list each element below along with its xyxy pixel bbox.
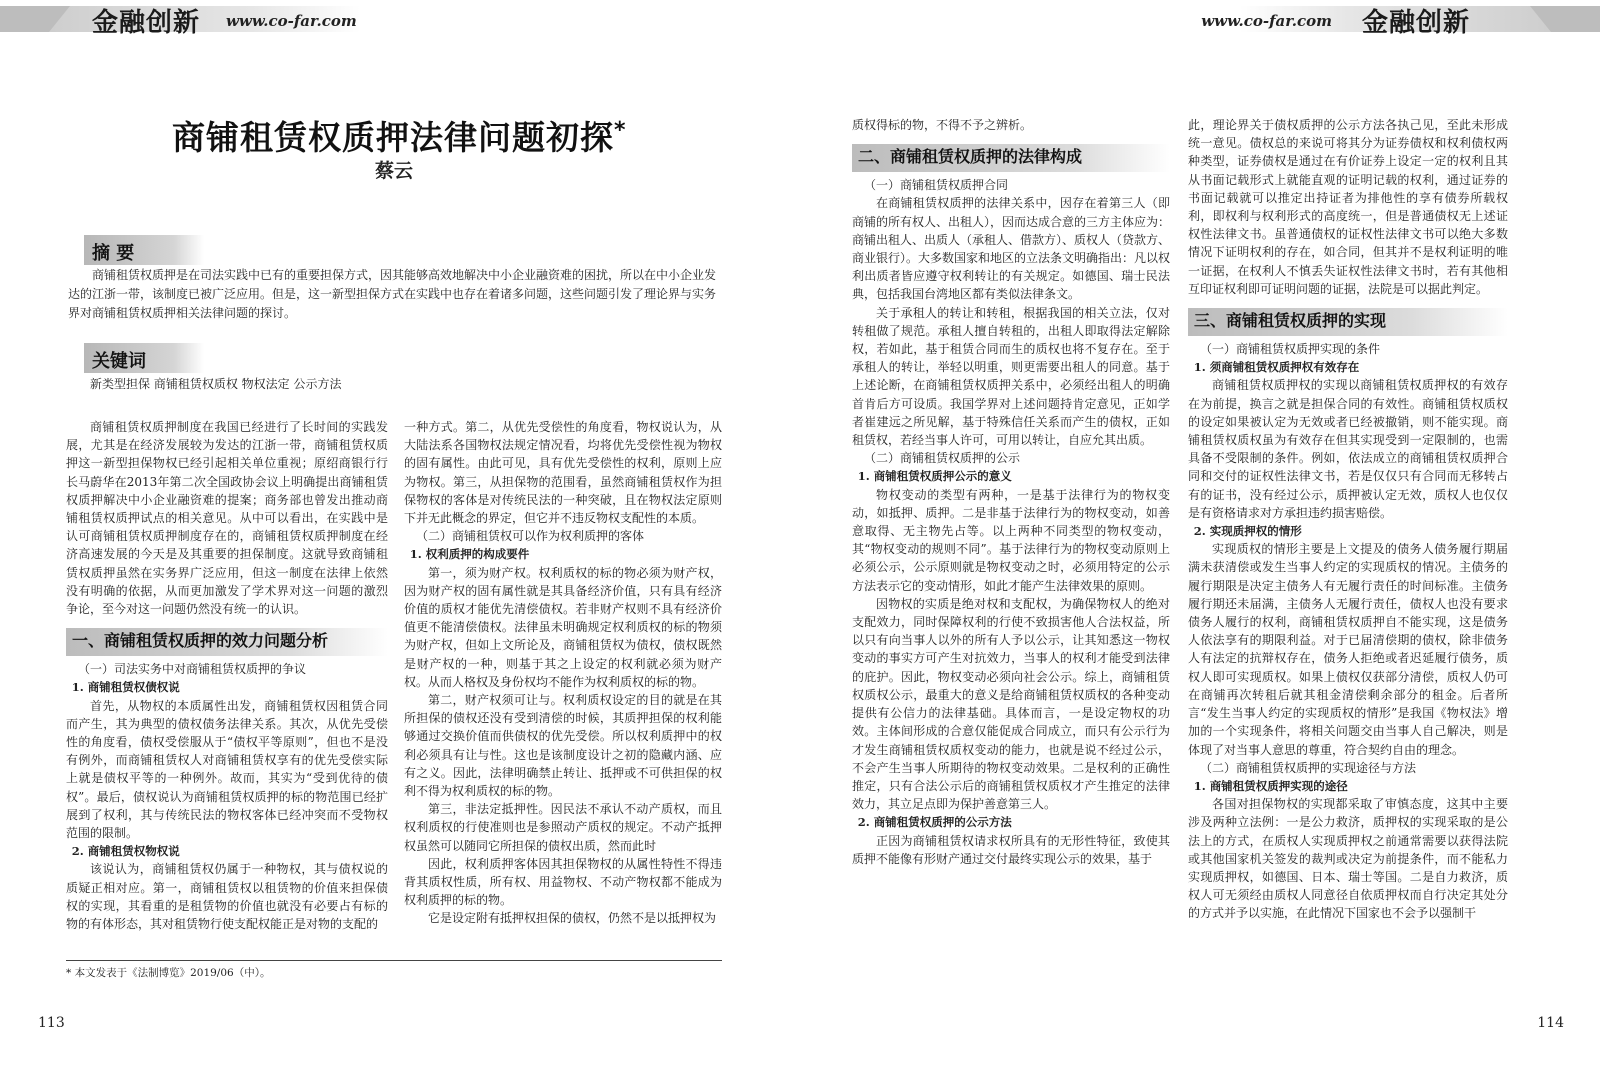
page-number-right: 114 bbox=[1537, 1015, 1564, 1031]
abstract-heading bbox=[84, 235, 204, 265]
subsubsection-heading: 2. 实现质押权的情形 bbox=[1193, 524, 1302, 539]
section-heading-2-text: 二、商铺租赁权质押的法律构成 bbox=[858, 147, 1083, 167]
paragraph: 第一，须为财产权。权利质权的标的物必须为财产权，因为财产权的固有属性就是其具备经济价值，只有具有经济价值的质权才能优先清偿债权。若非财产权则不具有经济价值更不能清偿债权。法律虽未明确规定权利质权的标的物须为财产权，但如上文所论及，商铺租赁权为债权，债权既然是财产权的一种，则基于其之上设定的权利就必须为财产权。从而人格权及身份权均不能作为权利质权的标的物。 bbox=[404, 565, 722, 689]
paragraph: 该说认为，商铺租赁权仍属于一种物权，其与债权说的质疑正相对应。第一，商铺租赁权以租赁物的价值来担保债权的实现，其看重的是租赁物的价值也就没有必要占有标的物的有体形态，其对租赁物行使支配权能正是对物的支配的 bbox=[66, 862, 388, 932]
paragraph: 各国对担保物权的实现都采取了审慎态度，这其中主要涉及两种立法例：一是公力救济，质押权的实现采取的是公法上的方式，在质权人实现质押权之前通常需要以获得法院或其他国家机关签发的裁判或决定为前提条件，而不能私力实现质押权，如德国、日本、瑞士等国。二是自力救济，质权人可无须经由质权人同意径自依质押权而自行决定其处分的方式并予以实施，在此情况下国家也不会予以强制干 bbox=[1188, 797, 1508, 921]
section-heading-1 bbox=[66, 628, 388, 656]
article-author: 蔡云 bbox=[375, 160, 414, 182]
paragraph: 首先，从物权的本质属性出发，商铺租赁权因租赁合同而产生，其为典型的债权债务法律关系。其次，从优先受偿性的角度看，债权受偿服从于“债权平等原则”，但也不是没有例外，而商铺租赁权人对商铺租赁权享有的优先受偿实际上就是债权平等的一种例外。故而，其实为“受到优待的债权”。最后，债权说认为商铺租赁权质押的标的物范围已经扩展到了权利，其与传统民法的物权客体已经冲突而不受物权范围的限制。 bbox=[66, 698, 388, 841]
article-title bbox=[172, 112, 627, 159]
paragraph: 实现质权的情形主要是上文提及的债务人债务履行期届满未获清偿或发生当事人约定的实现质权的情况。主债务的履行期限是决定主债务人有无履行责任的时间标准。主债务履行期还未届满，主债务人无履行责任，债权人也没有要求债务人履行的权利，商铺租赁权质押自不能实现，这是债务人依法享有的期限利益。对于已届清偿期的债权，除非债务人有法定的抗辩权存在，债务人拒绝或者迟延履行债务，质权人即可实现质权。如果上债权仅获部分清偿，质权人仍可在商铺再次转租后就其租金清偿剩余部分的租金。后者所言“发生当事人约定的实现质权的情形”是我国《物权法》增加的一个实现条件，将相关问题交由当事人自己解决，则是体现了对当事人意思的尊重，符合契约自由的理念。 bbox=[1188, 542, 1508, 757]
section-heading-2 bbox=[852, 144, 1170, 172]
paragraph: 正因为商铺租赁权请求权所具有的无形性特征，致使其质押不能像有形财产通过交付最终实现公示的效果，基于 bbox=[852, 833, 1170, 866]
journal-site: www.co-far.com bbox=[226, 12, 357, 30]
paragraph: 第二，财产权须可让与。权利质权设定的目的就是在其所担保的债权还没有受到清偿的时候，其质押担保的权利能够通过交换价值而供债权的优先受偿。所以权利质押中的权利必须具有让与性。这也是该制度设计之初的隐藏内涵、应有之义。因此，法律明确禁止转让、抵押或不可供担保的权利不得为权利质权的标的物。 bbox=[404, 693, 722, 799]
column-1 bbox=[66, 418, 388, 933]
right-page bbox=[800, 0, 1600, 1077]
journal-brand: 金融创新 bbox=[1361, 8, 1470, 38]
keywords-heading bbox=[84, 343, 204, 373]
paragraph: 此，理论界关于债权质押的公示方法各执己见，至此未形成统一意见。债权总的来说可将其分为证券债权和权利债权两种类型，证券债权是通过在有价证券上设定一定的权利且其从书面记载形式上就能直观的证明记载的权利，通过证券的书面记载就可以推定出持证者为排他性的享有债券所载权利，即权利与权利形式的高度统一，但是普通债权无上述证权性法律文书。虽普通债权的证权性法律文书可以绝大多数情况下证明权利的存在，如合同，但其并不是权利证明的唯一证据，在权利人不慎丢失证权性法律文书时，若有其他相互印证权利即可证明问题的证据，法院是可以据此判定。 bbox=[1188, 118, 1508, 296]
subsubsection-heading: 1. 商铺租赁权质押公示的意义 bbox=[857, 469, 1012, 484]
subsection-heading: （二）商铺租赁权可以作为权利质押的客体 bbox=[416, 529, 645, 544]
title-footnote-mark: * bbox=[614, 118, 627, 143]
journal-brand: 金融创新 bbox=[92, 8, 201, 38]
subsection-heading: （一）商铺租赁权质押合同 bbox=[864, 178, 1009, 193]
section-heading-3-text: 三、商铺租赁权质押的实现 bbox=[1194, 311, 1387, 331]
subsubsection-heading: 1. 权利质押的构成要件 bbox=[409, 547, 530, 562]
subsubsection-heading: 2. 商铺租赁权质押的公示方法 bbox=[857, 815, 1012, 830]
abstract-label: 摘 要 bbox=[92, 243, 135, 264]
footnote: * 本文发表于《法制博览》2019/06（中）。 bbox=[66, 967, 271, 979]
right-header bbox=[800, 0, 1600, 38]
intro-paragraph: 商铺租赁权质押制度在我国已经进行了长时间的实践发展，尤其是在经济发展较为发达的江浙一带，商铺租赁权质押这一新型担保物权已经引起相关单位重视；原绍商银行行长马蔚华在2013年第二次全国政协会议上明确提出商铺租赁权质押解决中小企业融资难的提案；商务部也曾发出推动商铺租赁权质押试点的相关意见。从中可以看出，在实践中是认可商铺租赁权质押制度存在的，商铺租赁权质押制度在经济高速发展的今天是及其重要的担保制度。这就导致商铺租赁权质押虽然在实务界广泛应用，但这一制度在法律上依然没有明确的依据，从而更加激发了学术界对这一问题的激烈争论，至今对这一问题仍然没有统一的认识。 bbox=[66, 420, 388, 617]
keywords-text: 新类型担保 商铺租赁权质权 物权法定 公示方法 bbox=[90, 377, 342, 391]
subsubsection-heading: 1. 商铺租赁权质押实现的途径 bbox=[1193, 778, 1348, 793]
paragraph: 第三，非法定抵押性。因民法不承认不动产质权，而且权利质权的行使准则也是参照动产质权的规定。不动产抵押权虽然可以随同它所担保的债权出质，然而此时 bbox=[404, 802, 722, 853]
article-title-text: 商铺租赁权质押法律问题初探 bbox=[172, 118, 614, 157]
paragraph: 关于承租人的转让和转租，根据我国的相关立法，仅对转租做了规范。承租人擅自转租的，出租人即取得法定解除权，若如此，基于租赁合同而生的质权也将不复存在。至于承租人的转让，举轻以明重，则更需要出租人的同意。基于上述论断，在商铺租赁权质押关系中，必须经出租人的明确首肯后方可设质。我国学界对上述问题持肯定意见，正如学者崔建远之所见解，基于特殊信任关系而产生的债权，正如租赁权，若经当事人许可，可用以转让，自应允其出质。 bbox=[852, 305, 1170, 448]
abstract-text: 商铺租赁权质押是在司法实践中已有的重要担保方式，因其能够高效地解决中小企业融资难的困扰，所以在中小企业发达的江浙一带，该制度已被广泛应用。但是，这一新型担保方式在实践中也存在着诸多问题，这些问题引发了理论界与实务界对商铺租赁权质押相关法律问题的探讨。 bbox=[68, 268, 717, 320]
paragraph: 它是设定附有抵押权担保的债权，仍然不是以抵押权为 bbox=[428, 911, 717, 926]
subsection-heading: （二）商铺租赁权质押的实现途径与方法 bbox=[1200, 760, 1417, 775]
journal-site: www.co-far.com bbox=[1201, 12, 1332, 30]
subsubsection-heading: 1. 商铺租赁权债权说 bbox=[71, 680, 180, 695]
footnote-divider bbox=[66, 960, 722, 961]
paragraph: 在商铺租赁权质押的法律关系中，因存在着第三人（即商铺的所有权人、出租人），因而达成合意的三方主体应为：商铺出租人、出质人（承租人、借款方）、质权人（贷款方、商业银行）。大多数国家和地区的立法条文明确指出：凡以权利出质者皆应遵守权利转让的有关规定。如德国、瑞士民法典，包括我国台湾地区都有类似法律条文。 bbox=[852, 196, 1171, 302]
subsection-heading: （一）商铺租赁权质押实现的条件 bbox=[1200, 342, 1381, 357]
subsection-heading: （二）商铺租赁权质押的公示 bbox=[864, 451, 1021, 466]
subsubsection-heading: 1. 须商铺租赁权质押权有效存在 bbox=[1193, 360, 1360, 375]
paragraph: 因物权的实质是绝对权和支配权，为确保物权人的绝对支配效力，同时保障权利的行使不致损害他人合法权益，所以只有向当事人以外的所有人予以公示，让其知悉这一物权变动的事实方可产生对抗效力，当事人的权利才能受到法律的庇护。因此，物权变动必须向社会公示。综上，商铺租赁权质权公示，最重大的意义是给商铺租赁权质权的各种变动提供有公信力的法律基础。具体而言，一是设定物权的功效。主体间形成的合意仅能促成合同成立，而只有公示行为才发生商铺租赁权质权变动的能力，也就是说不经过公示，不会产生当事人所期待的物权变动效果。二是权利的正确性推定，只有合法公示后的商铺租赁权质权才产生推定的法律效力，其立足点即为保护善意第三人。 bbox=[852, 596, 1170, 812]
paragraph: 商铺租赁权质押权的实现以商铺租赁权质押权的有效存在为前提，换言之就是担保合同的有效性。商铺租赁权质权的设定如果被认定为无效或者已经被撤销，则不能实现。商铺租赁权质权虽为有效存在但其实现受到一定限制的，也需具备不受限制的条件。例如，依法成立的商铺租赁权质押合同和交付的证权性法律文书，若是仅仅只有合同而无移转占有的证书，没有经过公示，质押被认定无效，质权人也仅仅是有资格请求对方承担违约损害赔偿。 bbox=[1188, 378, 1508, 520]
left-header bbox=[0, 0, 800, 38]
paragraph: 因此，权利质押客体因其担保物权的从属性特性不得违背其质权性质，所有权、用益物权、不动产物权都不能成为权利质押的标的物。 bbox=[404, 856, 722, 908]
paragraph: 物权变动的类型有两种，一是基于法律行为的物权变动，如抵押、质押。二是非基于法律行为的物权变动，如善意取得、无主物先占等。以上两种不同类型的物权变动，其“物权变动的规则不同”。基于法律行为的物权变动原则上必须公示，公示原则就是物权变动之时，必须用特定的公示方法表示它的变动情形，如此才能产生法律效果的原则。 bbox=[852, 487, 1170, 593]
column-2 bbox=[404, 418, 722, 928]
section-heading-1-text: 一、商铺租赁权质押的效力问题分析 bbox=[72, 631, 329, 651]
section-heading-3 bbox=[1188, 308, 1508, 336]
page-number-left: 113 bbox=[38, 1015, 65, 1031]
paragraph: 质权得标的物，不得不予之辨析。 bbox=[852, 118, 1033, 132]
column-4 bbox=[1188, 116, 1508, 923]
column-3 bbox=[852, 116, 1170, 868]
subsection-heading: （一）司法实务中对商铺租赁权质押的争议 bbox=[78, 662, 307, 677]
paragraph: 一种方式。第二，从优先受偿性的角度看，物权说认为，从大陆法系各国物权法规定情况看，均将优先受偿性视为物权的固有属性。由此可见，具有优先受偿性的权利，原则上应为物权。第三，从担保物的范围看，虽然商铺租赁权作为担保物权的客体是对传统民法的一种突破，且在物权法定原则下并无此概念的界定，但它并不违反物权支配性的本质。 bbox=[404, 420, 722, 526]
keywords-label: 关键词 bbox=[92, 351, 146, 372]
subsubsection-heading: 2. 商铺租赁权物权说 bbox=[71, 844, 180, 859]
